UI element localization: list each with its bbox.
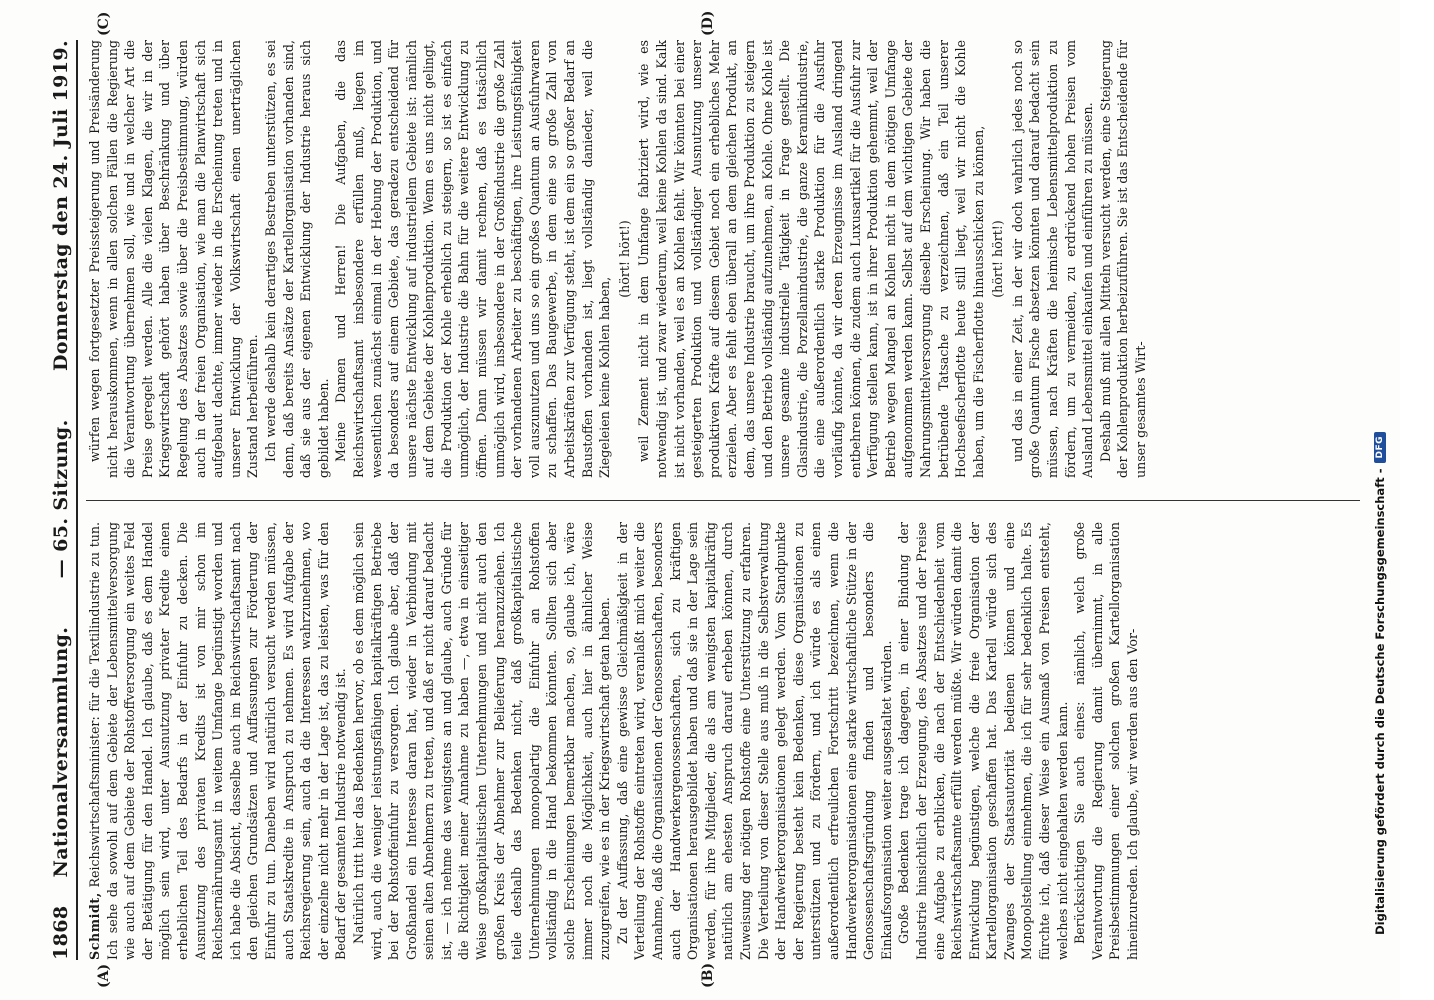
dfg-logo: DFG — [1374, 432, 1386, 463]
header-date: Donnerstag den 24. Juli 1919. — [50, 40, 72, 371]
paragraph — [350, 522, 614, 960]
left-column — [86, 522, 1364, 960]
digitization-credit-text: Digitalisierung gefördert durch die Deutsche Forschungsgemeinschaft - — [1373, 468, 1387, 935]
paragraph — [635, 40, 987, 478]
paragraph — [1009, 40, 1097, 478]
header-assembly: Nationalversammlung. — [50, 626, 72, 878]
paragraph-text: Zu der Auffassung, daß eine gewisse Gleichmäßigkeit in der Verteilung der Rohstoffe eintreten wird, veranlaßt mich weiter die Annahme, daß die Organisationen der Genossenschaften, besonders auch der Handwerkergenossenschaften, sich zu kräftigen Organisationen herausgebildet haben und daß sie in der Lage sein werden, für ihre Mitglieder, die als am wenigsten kapitalkräftig natürlich am ehesten Anspruch darauf erheben können, durch Zuweisung der nötigen Rohstoffe eine Unterstützung zu erfahren. Die Verteilung von dieser Stelle aus muß in die Selbstverwaltung der Handwerkerorganisationen gelegt werden. Vom Standpunkte der Regierung besteht kein Bedenken, diese Organisationen zu unterstützen und zu fördern, und ich würde es als einen außerordentlich erfreulichen Fortschritt bezeichnen, wenn die Handwerkerorganisationen eine starke wirtschaftliche Stütze in der Genossenschaftsgründung finden und besonders die Einkaufsorganisation weiter ausgestaltet würden. — [614, 522, 894, 960]
paragraph — [1097, 40, 1150, 478]
paragraph-text: weil Zement nicht in dem Umfange fabriziert wird, wie es notwendig ist, und zwar wiederum, weil keine Kohlen da sind. Kalk ist nicht vorhanden, weil es an Kohlen fehlt. Wir könnten bei einer gesteigerten Produktion und vollständiger Ausnutzung unserer produktiven Kräfte auf diesem Gebiet noch ein erhebliches Mehr erzielen. Aber es fehlt eben überall an dem gleichen Produkt, an dem, das unsere Industrie braucht, um ihre Produktion zu steigern und den Betrieb vollständig aufzunehmen, an Kohle. Ohne Kohle ist unsere gesamte industrielle Tätigkeit in Frage gestellt. Die Glasindustrie, die Porzellanindustrie, die ganze Keramikindustrie, die eine außerordentlich starke Produktion für die Ausfuhr vorläufig könnte, da wir deren Erzeugnisse im Ausland dringend entbehren können, die zudem auch Luxusartikel für die Ausfuhr zur Verfügung stellen kann, ist in ihrer Produktion gehemmt, weil der Betrieb wegen Mangel an Kohlen nicht in dem nötigen Umfange aufgenommen werden kann. Selbst auf dem wichtigen Gebiete der Nahrungsmittelversorgung dieselbe Erscheinung. Wir haben die betrübende Tatsache zu verzeichnen, daß ein Teil unserer Hochseefischerflotte heute still liegt, weil wir nicht die Kohle haben, um die Fischerflotte hinausschicken zu können, — [636, 40, 986, 478]
paragraph-text: Große Bedenken trage ich dagegen, in einer Bindung der Industrie hinsichtlich der Erzeugung, des Absatzes und der Preise eine Aufgabe zu erblicken, die nach der Entschiedenheit vom Reichswirtschaftsamte erfüllt werden müßte. Wir würden damit die Entwicklung begünstigen, welche die freie Organisation der Kartellorganisation geschaffen hat. Das Kartell würde sich des Zwanges der Staatsautorität bedienen können und eine Monopolstellung einnehmen, die ich für sehr bedenklich halte. Es fürchte ich, daß dieser Weise ein Ausmaß von Preisen entsteht, welches nicht eingehalten werden kann. — [896, 522, 1070, 960]
paragraph-text: Deshalb muß mit allen Mitteln versucht werden, eine Steigerung der Kohlenproduktion herbeizuführen. Sie ist das Entscheidende für unser gesamtes Wirt- — [1097, 40, 1149, 478]
digitization-credit — [1368, 432, 1392, 992]
right-column — [86, 40, 1364, 478]
paragraph — [262, 40, 332, 478]
paragraph — [86, 40, 262, 478]
column-divider — [86, 500, 1360, 501]
header-session: — 65. Sitzung. — [50, 419, 72, 579]
paragraph-text: für die Textilindustrie zu tun. Ich sehe da sowohl auf dem Gebiete der Lebensmittelversorgung wie auch auf dem Gebiete der Rohstoffversorgung ein weites Feld der Betätigung für den Handel. Ich glaube, daß es dem Handel möglich sein wird, unter Ausnutzung privater Kredite einen erheblichen Teil des Bedarfs in der Einfuhr zu decken. Die Ausnutzung des privaten Kredits ist von mir schon im Reichsernährungsamt in weitem Umfange begünstigt worden und ich habe die Absicht, dasselbe auch im Reichswirtschaftsamt nach den gleichen Grundsätzen und Auffassungen zur Förderung der Einfuhr zu tun. Daneben wird natürlich versucht werden müssen, auch Staatskredite in Anspruch zu nehmen. Es wird Aufgabe der Reichsregierung sein, auch da die Interessen wahrzunehmen, wo der einzelne nicht mehr in der Lage ist, das zu leisten, was für den Bedarf der gesamten Industrie notwendig ist. — [87, 522, 349, 960]
margin-marker-c: (C) — [96, 11, 112, 36]
page-header — [50, 40, 78, 960]
paragraph-text: Natürlich tritt hier das Bedenken hervor, ob es dem möglich sein wird, auch die weniger leistungsfähigen kapitalkräftigen Betriebe bei der Rohstoffeinfuhr zu versorgen. Ich glaube aber, daß der Großhandel ein Interesse daran hat, wieder in Verbindung mit seinen alten Abnehmern zu treten, und daß er nicht darauf bedacht ist, — ich nehme das wenigstens an und glaube, auch Gründe für die Richtigkeit meiner Annahme zu haben —, etwa in einseitiger Weise großkapitalistischen Unternehmungen und nicht auch den großen Kreis der Abnehmer zur Belieferung heranzuziehen. Ich teile deshalb das Bedenken nicht, daß großkapitalistische Unternehmungen monopolartig die Einfuhr an Rohstoffen vollständig in die Hand bekommen könnten. Sollten sich aber solche Erscheinungen bemerkbar machen, so, glaube ich, wäre immer noch die Möglichkeit, auch hier in ähnlicher Weise zuzugreifen, wie es in der Kriegswirtschaft getan haben. — [350, 522, 613, 960]
paragraph — [332, 40, 614, 478]
page-number: 1868 — [50, 905, 72, 960]
paragraph-text: Meine Damen und Herren! Die Aufgaben, die das Reichswirtschaftsamt insbesondere erfüllen muß, liegen im wesentlichen zunächst einmal in der Hebung der Produktion, und da besonders auf einem Gebiete, das geradezu entscheidend für unsere nächste Entwicklung auf industriellem Gebiete ist: nämlich auf dem Gebiete der Kohlenproduktion. Wenn es uns nicht gelingt, die Produktion der Kohle erheblich zu steigern, so ist es einfach unmöglich, der Industrie die Bahn für die weitere Entwicklung zu öffnen. Dann müssen wir damit rechnen, daß es tatsächlich unmöglich wird, insbesondere in der Großindustrie die große Zahl der vorhandenen Arbeiter zu beschäftigen, ihre Leistungsfähigkeit voll auszunutzen und uns so ein großes Quantum an Ausfuhrwaren zu schaffen. Das Baugewerbe, in dem eine so große Zahl von Arbeitskräften zur Verfügung steht, ist dem ein so großer Bedarf an Baustoffen vorhanden ist, liegt vollständig danieder, weil die Ziegeleien keine Kohlen haben, — [333, 40, 613, 478]
speaker-name: Schmidt, — [87, 892, 102, 960]
paragraph-text: Berücksichtigen Sie auch eines: nämlich, welch große Verantwortung die Regierung damit übernimmt, in alle Preisbestimmungen einer solchen großen Kartellorganisation hineinzureden. Ich glaube, wir werden aus den Vor- — [1072, 522, 1141, 960]
paragraph — [895, 522, 1071, 960]
margin-marker-d: (D) — [700, 10, 716, 36]
interjection: (hört! hört!) — [990, 220, 1006, 298]
paragraph — [86, 522, 350, 960]
paragraph-text: Ich werde deshalb kein derartiges Bestreben unterstützen, es sei denn, daß bereits Ansätze der Kartellorganisation vorhanden sind, daß sie aus der eigenen Entwicklung der Industrie heraus sich gebildet haben. — [262, 40, 331, 478]
paragraph — [614, 522, 896, 960]
interjection: (hört! hört!) — [616, 220, 632, 298]
speaker-role: Reichswirtschaftsminister: — [87, 711, 102, 893]
paragraph — [1071, 522, 1141, 960]
paragraph-text: würfen wegen fortgesetzter Preissteigerung und Preisänderung nicht herauskommen, wenn in allen solchen Fällen die Regierung die Verantwortung übernehmen soll, wie und in welcher Art die Preise geregelt werden. Alle die vielen Klagen, die wir in der Kriegswirtschaft gehört haben über Beschränkung und über Regelung des Absatzes sowie über die Preisbestimmung, würden auch in der freien Organisation, wie man die Planwirtschaft sich aufgebaut dachte, immer wieder in die Erscheinung treten und in unserer Entwicklung der Volkswirtschaft einen unerträglichen Zustand herbeiführen. — [87, 40, 261, 478]
margin-marker-b: (B) — [700, 962, 716, 988]
margin-marker-a: (A) — [96, 963, 112, 988]
paragraph-text: und das in einer Zeit, in der wir doch wahrlich jedes noch so große Quantum Fische absetzen könnten und darauf bedacht sein müssen, nach Kräften die heimische Lebensmittelproduktion zu fördern, um zu vermeiden, zu erdrückend hohen Preisen vom Ausland Lebensmittel einkaufen und einführen zu müssen. — [1009, 40, 1096, 478]
